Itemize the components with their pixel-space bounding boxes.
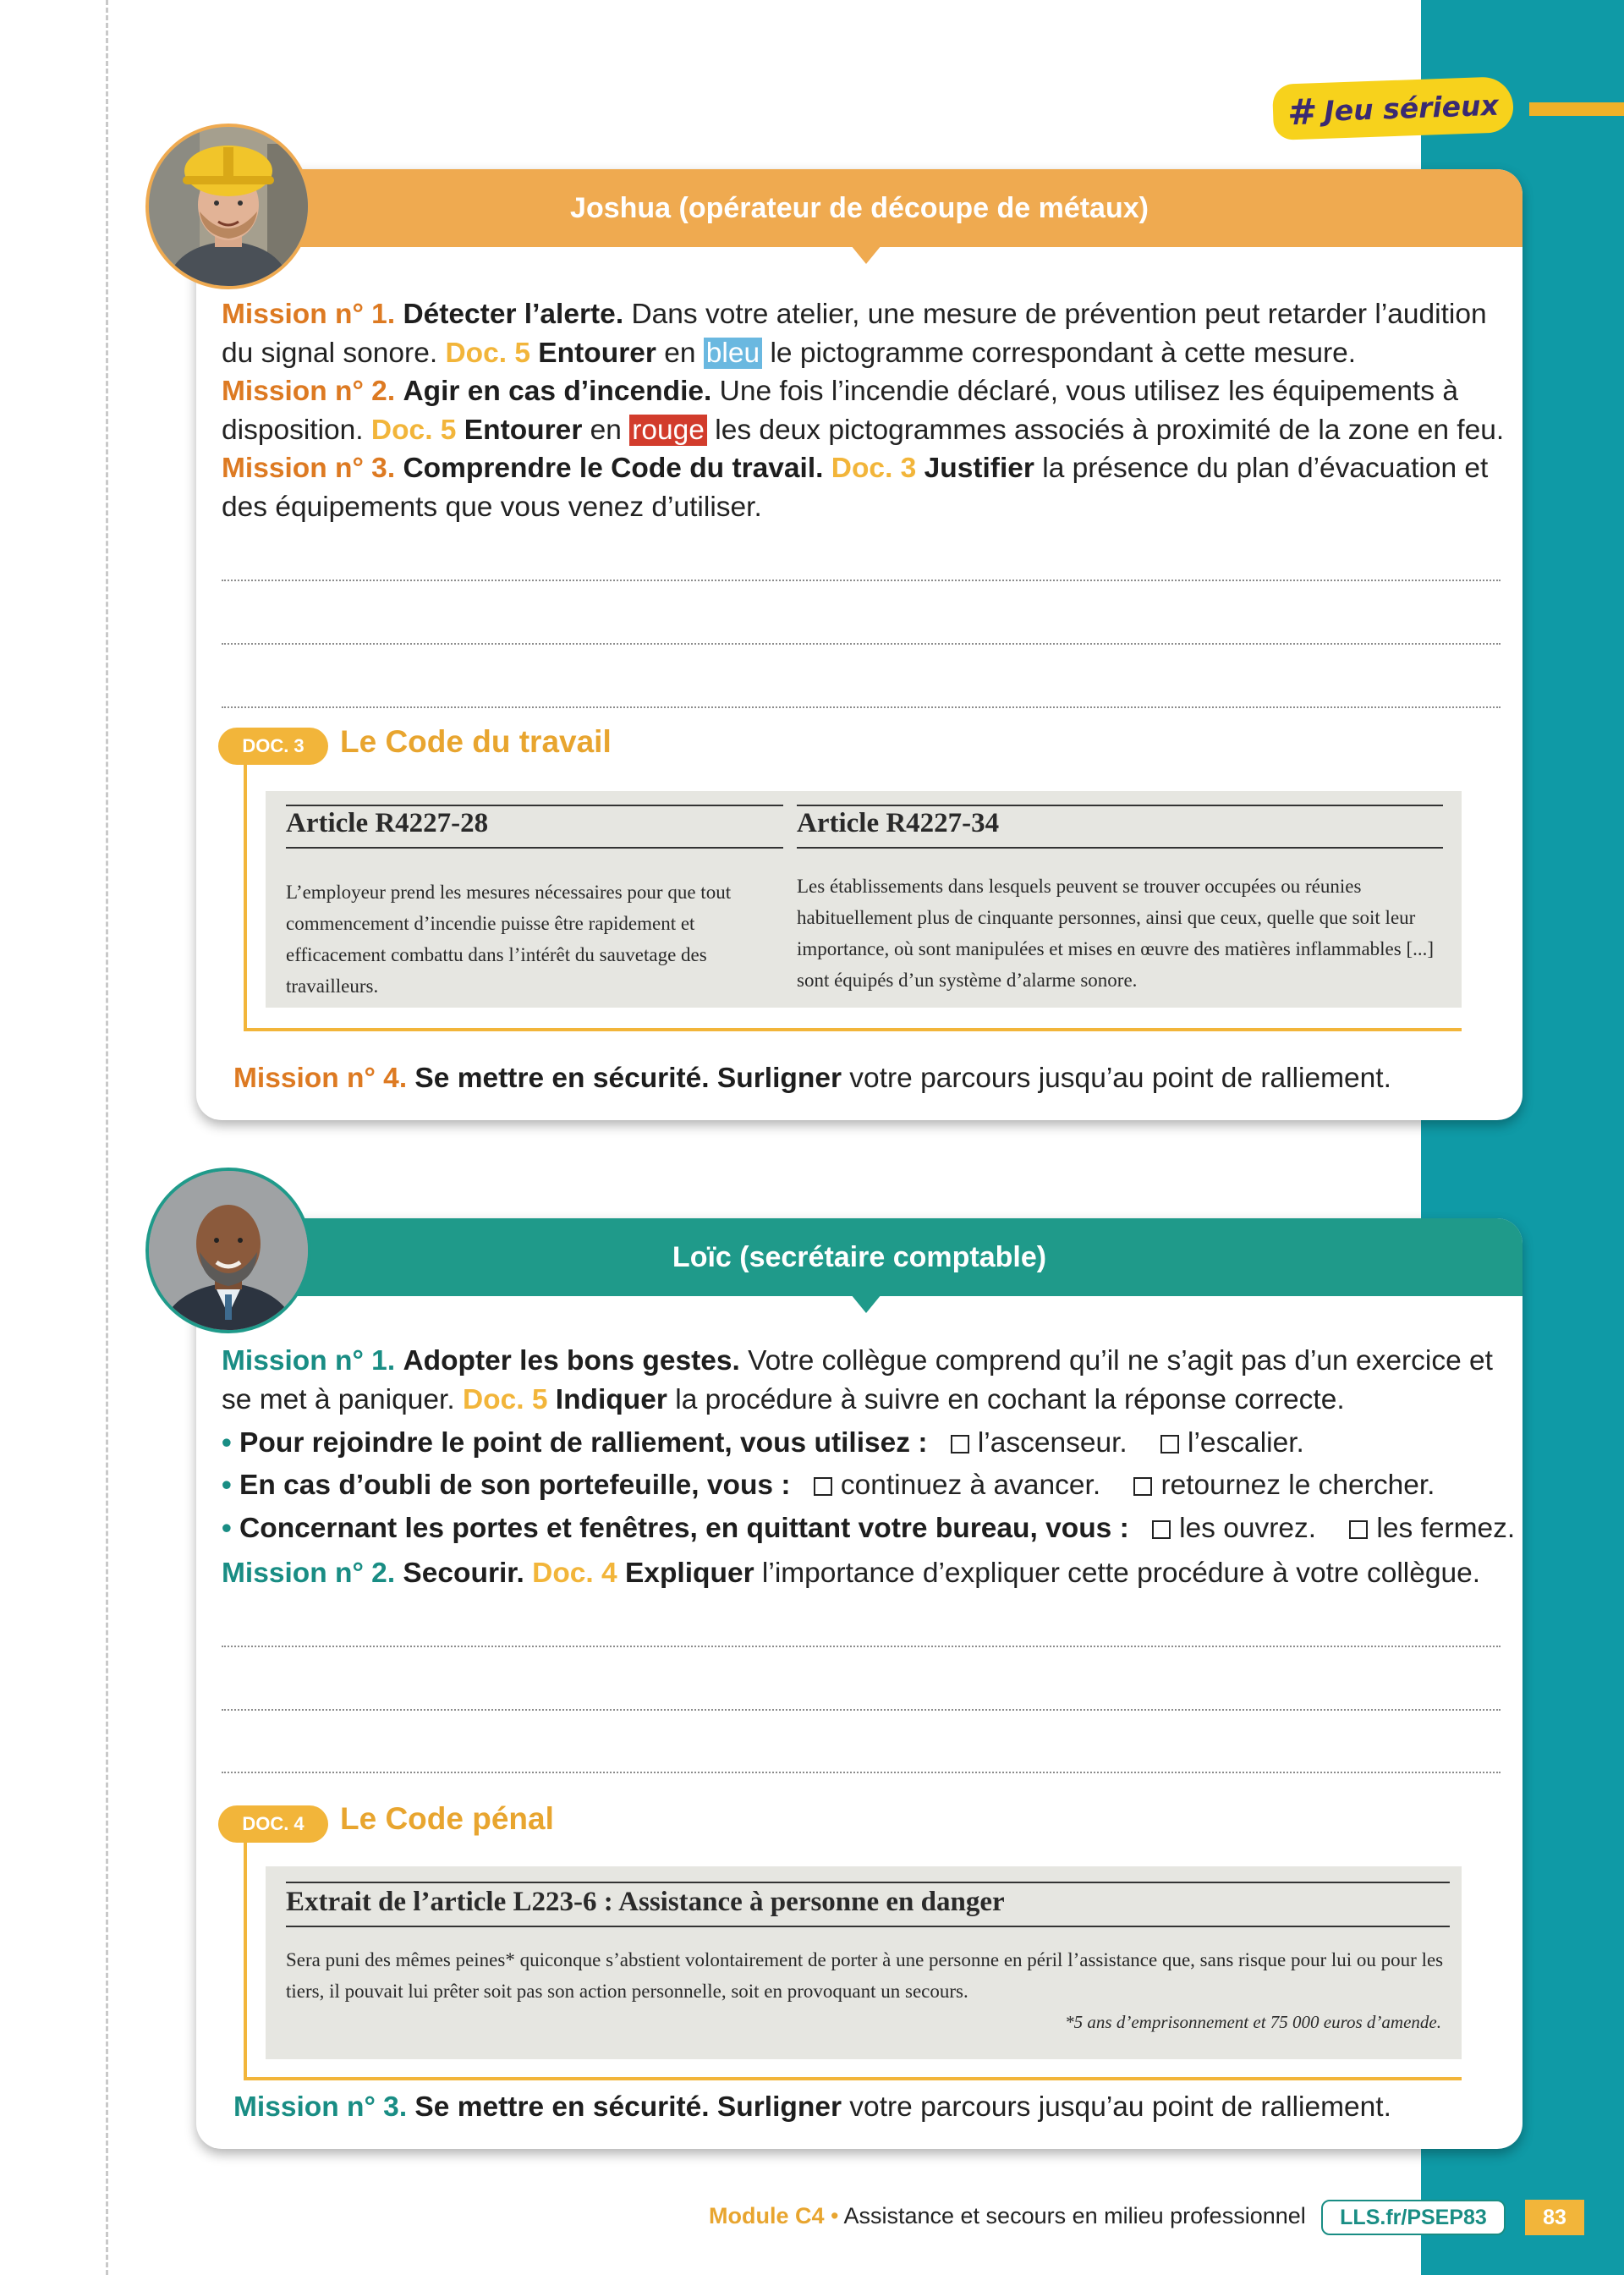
- doc-reference: Doc. 4: [524, 1558, 617, 1589]
- rule: [286, 1926, 1450, 1927]
- answer-line[interactable]: [222, 643, 1501, 645]
- badge-label: Jeu sérieux: [1323, 88, 1500, 128]
- joshua-mission-4: [233, 1059, 1502, 1098]
- joshua-header-title: Joshua (opérateur de découpe de métaux): [570, 191, 1149, 224]
- mission-text: la présence du plan d’évacuation et des équipements que vous venez d’utiliser.: [222, 453, 1489, 523]
- doc-3-articles: [266, 791, 1462, 1008]
- mission-text: en: [582, 414, 630, 446]
- margin-dashed-line: [106, 0, 108, 2275]
- doc-reference: Doc. 5: [445, 337, 530, 369]
- mission-title: Détecter l’alerte.: [403, 299, 624, 330]
- jeu-serieux-badge: [1272, 76, 1514, 140]
- decorative-bar: [1529, 102, 1624, 116]
- mission-verb: Expliquer: [617, 1558, 754, 1589]
- doc-4-frame-left: [244, 1843, 247, 2080]
- mission-title: Secourir.: [395, 1558, 524, 1589]
- footer-module: [709, 2203, 1309, 2234]
- rule: [286, 847, 783, 849]
- article-title: Article R4227-34: [797, 808, 1000, 838]
- article-body: Les établissements dans lesquels peuvent se trouver occupées ou réunies habituellement plus de cinquante personnes, ainsi que ceux, quelle que soit leur importance, où sont manipulées et mises en œuvre des matières inflammables [...] sont équipés d’un système d’alarme sonore.: [797, 876, 1435, 991]
- joshua-mission-2: [222, 372, 1507, 449]
- answer-line[interactable]: [222, 706, 1501, 708]
- mission-verb: Entourer: [530, 337, 656, 369]
- module-subtitle: Assistance et secours en milieu professionnel: [843, 2203, 1306, 2228]
- avatar: [145, 124, 311, 289]
- mission-verb: Indiquer: [547, 1383, 667, 1415]
- doc-reference: Doc. 5: [370, 414, 457, 446]
- mission-number: Mission n° 3.: [222, 453, 396, 484]
- bullet-label: En cas d’oubli de son portefeuille, vous :: [239, 1470, 791, 1501]
- doc-4-title: Le Code pénal: [340, 1801, 554, 1836]
- module-label: Module C4: [709, 2203, 825, 2228]
- mission-title: Se mettre en sécurité.: [407, 2091, 710, 2123]
- joshua-header: [196, 169, 1522, 247]
- bullet-question-2: [222, 1466, 1524, 1505]
- checkbox[interactable]: [814, 1477, 832, 1496]
- checkbox-option: continuez à avancer.: [840, 1470, 1101, 1501]
- checkbox-option: les ouvrez.: [1179, 1513, 1317, 1544]
- header-pointer: [851, 1294, 881, 1313]
- mission-number: Mission n° 2.: [222, 376, 396, 407]
- loic-mission-3: [233, 2088, 1502, 2127]
- mission-text: les deux pictogrammes associés à proximité de la zone en feu.: [706, 414, 1505, 446]
- doc-3-pill: DOC. 3: [218, 728, 328, 765]
- checkbox[interactable]: [1152, 1520, 1171, 1539]
- checkbox[interactable]: [1160, 1435, 1179, 1453]
- checkbox[interactable]: [1133, 1477, 1152, 1496]
- joshua-missions: [222, 295, 1507, 526]
- bullet-dot: •: [222, 1427, 232, 1459]
- bullet-label: Pour rejoindre le point de ralliement, vous utilisez :: [239, 1427, 928, 1459]
- answer-line[interactable]: [222, 1646, 1501, 1647]
- checkbox[interactable]: [951, 1435, 969, 1453]
- header-pointer: [851, 245, 881, 264]
- avatar: [145, 1168, 311, 1333]
- doc-3-frame-bottom: [244, 1028, 1462, 1031]
- separator: •: [824, 2203, 844, 2228]
- mission-number: Mission n° 1.: [222, 1345, 396, 1377]
- mission-title: Adopter les bons gestes.: [403, 1345, 740, 1377]
- joshua-photo: [149, 127, 308, 286]
- loic-header: [196, 1218, 1522, 1296]
- mission-text: votre parcours jusqu’au point de ralliement.: [842, 2091, 1391, 2123]
- bullet-question-3: [222, 1509, 1524, 1548]
- mission-title: Se mettre en sécurité.: [407, 1063, 710, 1094]
- loic-header-title: Loïc (secrétaire comptable): [672, 1240, 1047, 1273]
- checkbox-option: l’escalier.: [1188, 1427, 1304, 1459]
- mission-text: l’importance d’expliquer cette procédure à votre collègue.: [754, 1558, 1481, 1589]
- checkbox[interactable]: [1349, 1520, 1368, 1539]
- red-highlight: rouge: [629, 415, 707, 446]
- hashtag-icon: #: [1287, 90, 1319, 133]
- article-title: Extrait de l’article L223-6 : Assistance à personne en danger: [286, 1887, 1005, 1917]
- mission-text: en: [656, 337, 704, 369]
- checkbox-option: retournez le chercher.: [1160, 1470, 1435, 1501]
- article-body: L’employeur prend les mesures nécessaires pour que tout commencement d’incendie puisse être rapidement et efficacement combattu dans l’intérêt du sauvetage des travailleurs.: [286, 882, 732, 997]
- doc-3-title: Le Code du travail: [340, 724, 612, 759]
- mission-verb: Justifier: [916, 453, 1034, 484]
- mission-number: Mission n° 1.: [222, 299, 396, 330]
- mission-number: Mission n° 4.: [233, 1063, 408, 1094]
- article-footnote: *5 ans d’emprisonnement et 75 000 euros d’amende.: [1065, 2012, 1441, 2032]
- bullet-dot: •: [222, 1470, 232, 1501]
- rule: [797, 847, 1443, 849]
- loic-photo: [149, 1171, 308, 1330]
- mission-number: Mission n° 2.: [222, 1558, 396, 1589]
- doc-4-frame-bottom: [244, 2077, 1462, 2080]
- doc-3-frame-left: [244, 765, 247, 1030]
- answer-line[interactable]: [222, 580, 1501, 581]
- article-title: Article R4227-28: [286, 808, 489, 838]
- mission-verb: Entourer: [456, 414, 583, 446]
- bullet-label: Concernant les portes et fenêtres, en quittant votre bureau, vous :: [239, 1513, 1129, 1544]
- answer-line[interactable]: [222, 1772, 1501, 1773]
- doc-reference: Doc. 5: [462, 1383, 548, 1415]
- rule: [286, 805, 783, 806]
- bullet-question-1: [222, 1424, 1524, 1463]
- mission-text: Votre collègue comprend qu’il ne s’agit pas d’un exercice et se met à paniquer.: [222, 1345, 1493, 1415]
- mission-text: le pictogramme correspondant à cette mesure.: [762, 337, 1357, 369]
- doc-reference: Doc. 3: [823, 453, 917, 484]
- mission-verb: Surligner: [709, 2091, 842, 2123]
- mission-title: Comprendre le Code du travail.: [403, 453, 824, 484]
- mission-text: Une fois l’incendie déclaré, vous utilisez les équipements à disposition.: [222, 376, 1458, 446]
- bullet-dot: •: [222, 1513, 232, 1544]
- checkbox-option: l’ascenseur.: [977, 1427, 1127, 1459]
- mission-text: Dans votre atelier, une mesure de prévention peut retarder l’audition du signal sonore.: [222, 299, 1487, 369]
- blue-highlight: bleu: [704, 338, 762, 369]
- mission-title: Agir en cas d’incendie.: [403, 376, 712, 407]
- joshua-mission-1: [222, 295, 1507, 372]
- loic-mission-1: [222, 1342, 1507, 1419]
- checkbox-option: les fermez.: [1376, 1513, 1516, 1544]
- loic-mission-2: [222, 1554, 1507, 1593]
- doc-4-article: [266, 1866, 1462, 2059]
- article-body: Sera puni des mêmes peines* quiconque s’abstient volontairement de porter à une personne en péril l’assistance que, sans risque pour lui ou pour les tiers, il pouvait lui prêter soit pas son action personnelle, soit en provoquant un secours.: [286, 1949, 1444, 2002]
- rule: [286, 1882, 1450, 1883]
- mission-verb: Surligner: [709, 1063, 842, 1094]
- mission-text: la procédure à suivre en cochant la réponse correcte.: [667, 1383, 1345, 1415]
- doc-4-pill: DOC. 4: [218, 1805, 328, 1843]
- mission-text: votre parcours jusqu’au point de ralliement.: [842, 1063, 1391, 1094]
- footer-link[interactable]: LLS.fr/PSEP83: [1321, 2200, 1506, 2235]
- mission-number: Mission n° 3.: [233, 2091, 408, 2123]
- joshua-mission-3: [222, 449, 1507, 526]
- rule: [797, 805, 1443, 806]
- page-number: 83: [1525, 2200, 1584, 2235]
- answer-line[interactable]: [222, 1709, 1501, 1711]
